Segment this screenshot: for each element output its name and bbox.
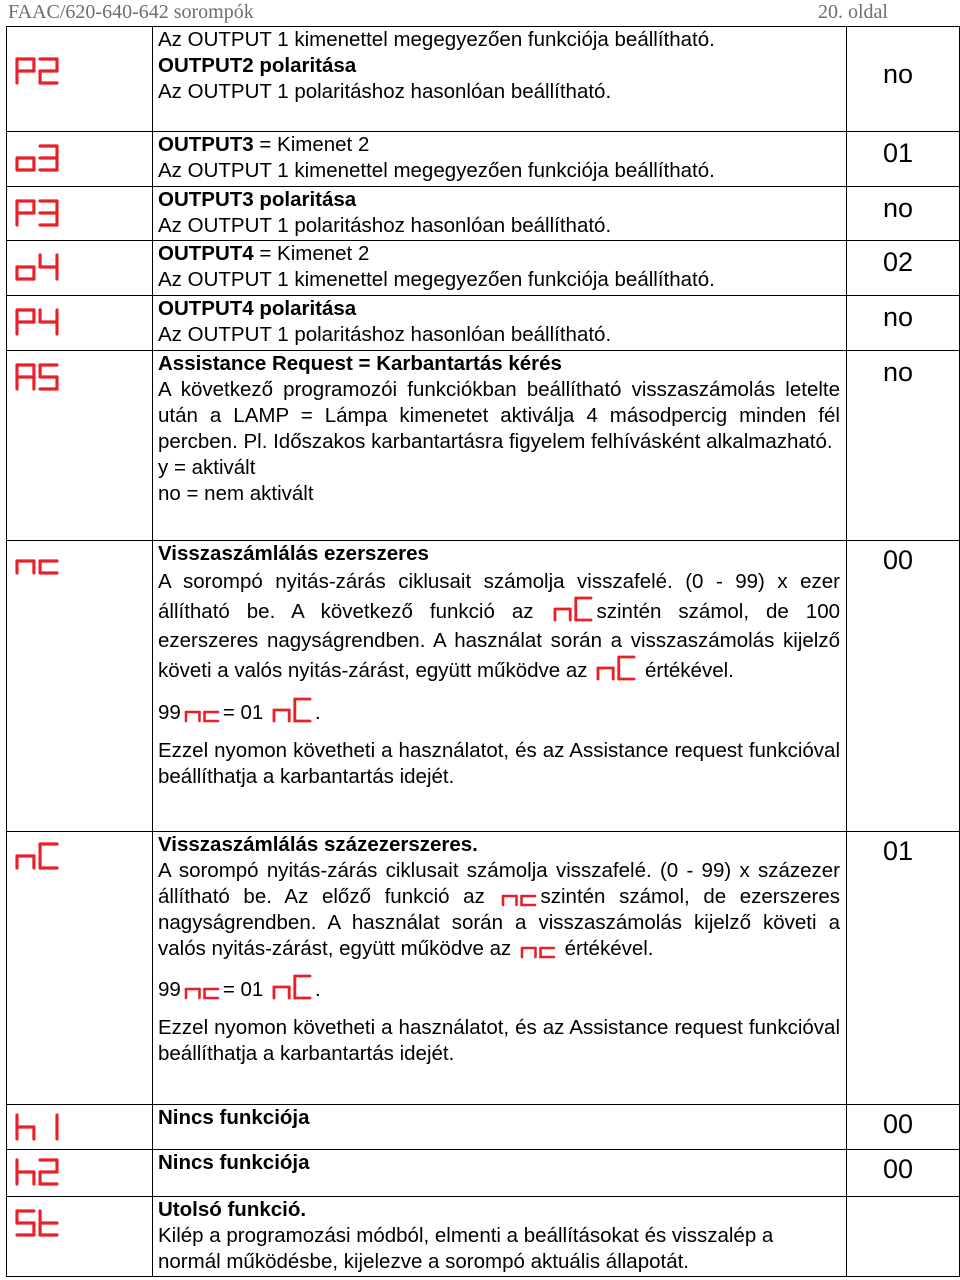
display-code-P3-icon xyxy=(15,199,59,227)
display-code-o3-icon xyxy=(15,144,59,172)
display-code-nc-icon xyxy=(15,547,59,575)
row-title: Nincs funkciója xyxy=(158,1106,310,1129)
description-cell xyxy=(153,27,847,132)
default-value: no xyxy=(882,302,914,332)
default-value: 01 xyxy=(882,836,914,866)
example-count: 99 xyxy=(158,701,181,724)
description-cell xyxy=(153,1150,847,1197)
display-code-h2-icon xyxy=(15,1158,59,1186)
display-code-nC-icon xyxy=(596,655,636,681)
table-row xyxy=(7,832,960,1105)
row-text-part-c: értékével. xyxy=(564,937,654,960)
continued-text: Az OUTPUT 1 kimenettel megegyezően funkciója beállítható. xyxy=(158,28,715,51)
code-cell xyxy=(7,541,153,832)
value-cell xyxy=(847,832,960,1105)
option-yes: y = aktivált xyxy=(158,456,256,479)
value-cell xyxy=(847,351,960,541)
row-text-part-b: szintén számol, de 100 ezerszeres nagyságrendben. A használat során a visszaszámolás kijelző követi a valós nyitás-zárást, együtt működve az xyxy=(158,600,840,682)
display-code-nC-icon xyxy=(15,842,59,870)
display-code-P2-icon xyxy=(15,57,59,85)
row-text-part-a: A sorompó nyitás-zárás ciklusait számolja visszafelé. (0 - 99) x százezer állítható be. Az előző funkció az xyxy=(158,859,840,908)
display-code-nC-icon xyxy=(272,974,312,1000)
value-cell xyxy=(847,1197,960,1277)
display-code-nc-icon xyxy=(184,701,220,723)
row-text: Kilép a programozási módból, elmenti a beállításokat és visszalép a normál működésbe, kijelezve a sorompó aktuális állapotát. xyxy=(158,1224,774,1273)
description-cell xyxy=(153,296,847,351)
row-title: Utolsó funkció. xyxy=(158,1198,307,1221)
description-cell xyxy=(153,832,847,1105)
description-cell xyxy=(153,541,847,832)
default-value: no xyxy=(882,357,914,387)
row-text: Az OUTPUT 1 polaritáshoz hasonlóan beállítható. xyxy=(158,80,612,103)
default-value: 00 xyxy=(882,545,914,575)
table-row xyxy=(7,1197,960,1277)
description-cell xyxy=(153,187,847,241)
display-code-nc-icon xyxy=(184,978,220,1000)
description-cell xyxy=(153,241,847,296)
table-row xyxy=(7,241,960,296)
row-title: OUTPUT3 xyxy=(158,133,254,156)
row-text: Az OUTPUT 1 polaritáshoz hasonlóan beállítható. xyxy=(158,214,612,237)
code-cell xyxy=(7,832,153,1105)
display-code-h1-icon xyxy=(15,1113,59,1141)
default-value: 00 xyxy=(882,1109,914,1139)
row-text: Az OUTPUT 1 kimenettel megegyezően funkciója beállítható. xyxy=(158,268,715,291)
option-no: no = nem aktivált xyxy=(158,482,314,505)
example-count: 99 xyxy=(158,978,181,1001)
table-row xyxy=(7,1105,960,1150)
value-cell xyxy=(847,1105,960,1150)
row-title-rest: = Kimenet 2 xyxy=(253,242,370,265)
code-cell xyxy=(7,351,153,541)
example-equals: = 01 xyxy=(222,978,264,1001)
display-code-P4-icon xyxy=(15,308,59,336)
value-cell xyxy=(847,296,960,351)
display-code-St-icon xyxy=(15,1209,59,1237)
description-cell xyxy=(153,1105,847,1150)
parameter-table xyxy=(6,26,960,1277)
description-cell xyxy=(153,132,847,187)
row-text-part-c: értékével. xyxy=(644,659,734,682)
value-cell xyxy=(847,27,960,132)
row-title: Visszaszámlálás ezerszeres xyxy=(158,542,429,565)
example-end: . xyxy=(315,978,321,1001)
page-number: 20. oldal xyxy=(818,1,888,23)
code-cell xyxy=(7,241,153,296)
table-row xyxy=(7,27,960,132)
value-cell xyxy=(847,1150,960,1197)
row-text-part-a: A sorompó nyitás-zárás ciklusait számolja visszafelé. (0 - 99) x ezer állítható be. A következő funkció az xyxy=(158,570,840,623)
code-cell xyxy=(7,1150,153,1197)
display-code-nC-icon xyxy=(553,596,593,622)
row-text-part-b: szintén számol, de ezerszeres nagyságrendben. A használat során a visszaszámolás kijelző követi a valós nyitás-zárást, együtt működve az xyxy=(158,885,841,960)
row-text: Az OUTPUT 1 polaritáshoz hasonlóan beállítható. xyxy=(158,323,612,346)
display-code-o4-icon xyxy=(15,253,59,281)
document-title: FAAC/620-640-642 sorompók xyxy=(8,1,254,23)
table-row xyxy=(7,541,960,832)
row-note: Ezzel nyomon követheti a használatot, és az Assistance request funkcióval beállíthatja a karbantartás idejét. xyxy=(158,739,840,788)
code-cell xyxy=(7,296,153,351)
row-text: Az OUTPUT 1 kimenettel megegyezően funkciója beállítható. xyxy=(158,159,715,182)
example-equals: = 01 xyxy=(222,701,264,724)
row-title: Visszaszámlálás százezerszeres. xyxy=(158,833,478,856)
example-end: . xyxy=(315,701,321,724)
value-cell xyxy=(847,187,960,241)
code-cell xyxy=(7,27,153,132)
row-title-rest: = Kimenet 2 xyxy=(253,133,370,156)
row-text: A következő programozói funkciókban beállítható visszaszámolás letelte után a LAMP = Lámpa kimenetet aktiválja 4 másodpercig minden fél percben. Pl. Időszakos karbantartásra figyelem felhívásként alkalmazható. xyxy=(158,378,840,453)
table-row xyxy=(7,187,960,241)
row-title: OUTPUT3 polaritása xyxy=(158,188,357,211)
default-value: 00 xyxy=(882,1154,914,1184)
row-title: Assistance Request = Karbantartás kérés xyxy=(158,352,562,375)
code-cell xyxy=(7,1197,153,1277)
page-header xyxy=(8,0,888,26)
code-cell xyxy=(7,1105,153,1150)
code-cell xyxy=(7,187,153,241)
default-value: no xyxy=(882,193,914,223)
row-title: OUTPUT4 xyxy=(158,242,254,265)
row-note: Ezzel nyomon követheti a használatot, és az Assistance request funkcióval beállíthatja a karbantartás idejét. xyxy=(158,1016,840,1065)
table-row xyxy=(7,132,960,187)
row-title: OUTPUT4 polaritása xyxy=(158,297,357,320)
description-cell xyxy=(153,1197,847,1277)
display-code-nc-icon xyxy=(520,937,556,959)
row-title: OUTPUT2 polaritása xyxy=(158,54,357,77)
value-cell xyxy=(847,541,960,832)
description-cell xyxy=(153,351,847,541)
default-value: 01 xyxy=(882,138,914,168)
default-value: no xyxy=(882,59,914,89)
code-cell xyxy=(7,132,153,187)
display-code-nC-icon xyxy=(272,697,312,723)
display-code-AS-icon xyxy=(15,363,59,391)
table-row xyxy=(7,296,960,351)
table-row xyxy=(7,351,960,541)
display-code-nc-icon xyxy=(501,885,537,907)
value-cell xyxy=(847,132,960,187)
table-row xyxy=(7,1150,960,1197)
row-title: Nincs funkciója xyxy=(158,1151,310,1174)
value-cell xyxy=(847,241,960,296)
default-value: 02 xyxy=(882,247,914,277)
